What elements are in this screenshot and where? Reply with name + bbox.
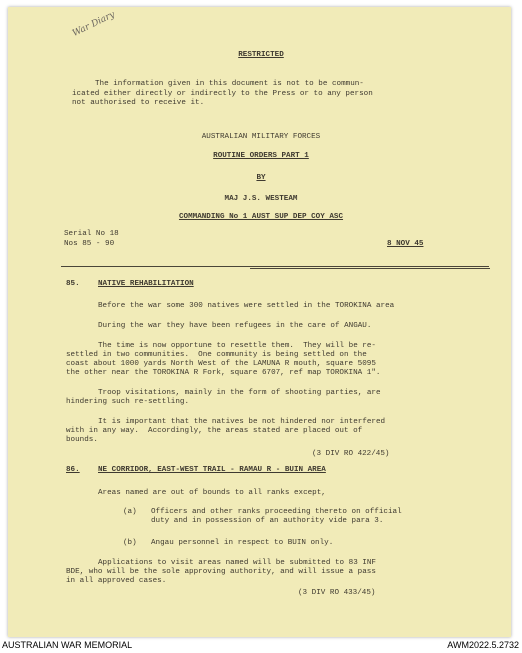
item-86-number: 86. [66,466,80,474]
item-86-a-label: (a) [123,508,137,516]
officer-name: MAJ J.S. WESTEAM [224,195,298,203]
document-date: 8 NOV 45 [387,240,424,248]
item-86-b-line-1: Angau personnel in respect to BUIN only. [151,539,334,547]
restriction-line-3: not authorised to receive it. [72,99,205,107]
restriction-line-1: The information given in this document is not to be commun- [95,80,364,88]
item-85-para-1: Before the war some 300 natives were settled in the TOROKINA area [98,302,395,310]
force-title: AUSTRALIAN MILITARY FORCES [201,133,321,141]
item-85-para-4-l2: hindering such re-settling. [66,398,190,406]
item-85-number: 85. [66,280,80,288]
serial-number: Serial No 18 [64,230,119,238]
item-86-intro: Areas named are out of bounds to all ranks except, [98,489,326,497]
restricted-heading: RESTRICTED [238,51,284,59]
orders-title: ROUTINE ORDERS PART 1 [213,152,309,160]
handwritten-note: War Diary [71,9,117,39]
command-line: COMMANDING No 1 AUST SUP DEP COY ASC [178,213,344,221]
item-85-para-4-l1: Troop visitations, mainly in the form of shooting parties, are [98,389,381,397]
item-86-para-3-l2: BDE, who will be the sole approving authority, and will issue a pass [66,568,376,576]
item-85-para-5-l1: It is important that the natives be not hindered nor interfered [98,418,386,426]
item-85-para-5-l2: with in any way. Accordingly, the areas stated are placed out of [66,427,363,435]
divider-line-2 [250,268,490,269]
item-86-a-line-1: Officers and other ranks proceeding thereto on official [151,508,402,516]
item-85-para-5-l3: bounds. [66,436,98,444]
item-85-para-3-l3: coast about 1000 yards North West of the LAMUNA R mouth, square 5095 [66,360,376,368]
item-85-para-3-l1: The time is now opportune to resettle them. They will be re- [98,342,376,350]
item-85-heading: NATIVE REHABILITATION [98,280,194,288]
item-85-reference: (3 DIV RO 422/45) [312,450,390,458]
item-85-para-2: During the war they have been refugees in the care of ANGAU. [98,322,372,330]
item-85-para-3-l2: settled in two communities. One community is being settled on the [66,351,367,359]
order-numbers: Nos 85 - 90 [64,240,115,248]
footer-source: AUSTRALIAN WAR MEMORIAL [2,640,133,650]
footer-accession-number: AWM2022.5.2732 [447,640,519,650]
divider-line [61,266,489,267]
item-86-a-line-2: duty and in possession of an authority vide para 3. [151,517,384,525]
restriction-line-2: icated either directly or indirectly to the Press or to any person [72,90,373,98]
item-86-heading: NE CORRIDOR, EAST-WEST TRAIL - RAMAU R - BUIN AREA [98,466,326,474]
item-86-reference: (3 DIV RO 433/45) [298,589,376,597]
item-86-para-3-l1: Applications to visit areas named will be submitted to 83 INF [98,559,376,567]
by-line: BY [256,174,266,182]
item-85-para-3-l4: the other near the TOROKINA R Fork, square 6707, ref map TOROKINA 1". [66,369,381,377]
item-86-b-label: (b) [123,539,137,547]
item-86-para-3-l3: in all approved cases. [66,577,167,585]
